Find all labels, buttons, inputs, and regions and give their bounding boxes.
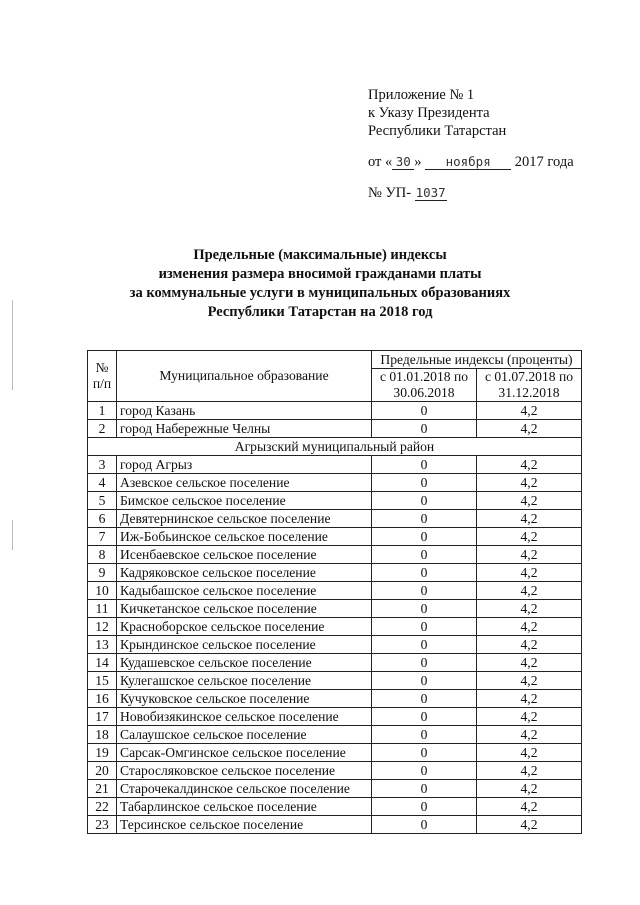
- group-row: [88, 438, 582, 456]
- table-row: [88, 618, 582, 636]
- row-municipality: Кулегашское сельское поселение: [117, 672, 372, 690]
- table-row: [88, 600, 582, 618]
- row-number: 17: [88, 708, 117, 726]
- group-title: Агрызский муниципальный район: [88, 438, 582, 456]
- row-index-period-1: 0: [372, 546, 477, 564]
- row-municipality: Терсинское сельское поселение: [117, 816, 372, 834]
- row-number: 1: [88, 402, 117, 420]
- header-period-1: с 01.01.2018 по 30.06.2018: [372, 369, 477, 402]
- row-index-period-1: 0: [372, 528, 477, 546]
- date-month: ноября: [425, 154, 511, 170]
- row-index-period-1: 0: [372, 618, 477, 636]
- row-index-period-1: 0: [372, 582, 477, 600]
- row-index-period-1: 0: [372, 420, 477, 438]
- table-row: [88, 546, 582, 564]
- row-index-period-2: 4,2: [477, 564, 582, 582]
- row-municipality: Кичкетанское сельское поселение: [117, 600, 372, 618]
- decree-number: [368, 184, 574, 202]
- row-index-period-2: 4,2: [477, 474, 582, 492]
- row-number: 13: [88, 636, 117, 654]
- row-index-period-2: 4,2: [477, 402, 582, 420]
- table-row: [88, 528, 582, 546]
- row-index-period-2: 4,2: [477, 654, 582, 672]
- row-number: 16: [88, 690, 117, 708]
- row-index-period-1: 0: [372, 780, 477, 798]
- row-municipality: Исенбаевское сельское поселение: [117, 546, 372, 564]
- row-index-period-1: 0: [372, 672, 477, 690]
- appendix-number: Приложение № 1: [368, 87, 475, 103]
- row-number: 12: [88, 618, 117, 636]
- row-municipality: Старочекалдинское сельское поселение: [117, 780, 372, 798]
- row-index-period-1: 0: [372, 600, 477, 618]
- row-number: 4: [88, 474, 117, 492]
- row-municipality: Кудашевское сельское поселение: [117, 654, 372, 672]
- row-index-period-2: 4,2: [477, 726, 582, 744]
- row-index-period-1: 0: [372, 456, 477, 474]
- table-row: [88, 708, 582, 726]
- table-row: [88, 582, 582, 600]
- row-number: 14: [88, 654, 117, 672]
- title-line: изменения размера вносимой гражданами платы: [158, 266, 482, 282]
- row-index-period-1: 0: [372, 798, 477, 816]
- header-municipality: Муниципальное образование: [117, 351, 372, 402]
- row-municipality: Новобизякинское сельское поселение: [117, 708, 372, 726]
- table-row: [88, 456, 582, 474]
- table-body-top: [88, 402, 582, 438]
- row-number: 11: [88, 600, 117, 618]
- row-number: 3: [88, 456, 117, 474]
- row-municipality: город Набережные Челны: [117, 420, 372, 438]
- row-index-period-2: 4,2: [477, 510, 582, 528]
- title-line: Республики Татарстан на 2018 год: [207, 304, 433, 320]
- row-number: 5: [88, 492, 117, 510]
- header-period-2: с 01.07.2018 по 31.12.2018: [477, 369, 582, 402]
- row-index-period-1: 0: [372, 708, 477, 726]
- table-row: [88, 474, 582, 492]
- date-prefix: от «: [368, 154, 393, 170]
- decree-reference: к Указу Президента: [368, 105, 490, 121]
- date-suffix: 2017 года: [514, 154, 574, 170]
- row-municipality: Кадряковское сельское поселение: [117, 564, 372, 582]
- number-prefix: № УП-: [368, 185, 412, 201]
- row-index-period-1: 0: [372, 492, 477, 510]
- document-title: [0, 246, 640, 322]
- row-index-period-1: 0: [372, 510, 477, 528]
- row-index-period-1: 0: [372, 762, 477, 780]
- row-index-period-2: 4,2: [477, 762, 582, 780]
- table-row: [88, 654, 582, 672]
- row-index-period-1: 0: [372, 744, 477, 762]
- row-index-period-2: 4,2: [477, 528, 582, 546]
- table-row: [88, 636, 582, 654]
- row-index-period-1: 0: [372, 564, 477, 582]
- row-index-period-2: 4,2: [477, 420, 582, 438]
- row-municipality: город Казань: [117, 402, 372, 420]
- row-number: 21: [88, 780, 117, 798]
- row-municipality: Девятернинское сельское поселение: [117, 510, 372, 528]
- table-row: [88, 510, 582, 528]
- row-municipality: Кадыбашское сельское поселение: [117, 582, 372, 600]
- row-index-period-2: 4,2: [477, 546, 582, 564]
- date-day: 30: [392, 154, 414, 170]
- table-row: [88, 744, 582, 762]
- row-index-period-2: 4,2: [477, 618, 582, 636]
- row-index-period-1: 0: [372, 474, 477, 492]
- row-index-period-2: 4,2: [477, 492, 582, 510]
- table-row: [88, 564, 582, 582]
- table-row: [88, 492, 582, 510]
- row-number: 20: [88, 762, 117, 780]
- header-num: № п/п: [88, 351, 117, 402]
- row-index-period-2: 4,2: [477, 456, 582, 474]
- header-indices-group: Предельные индексы (проценты): [372, 351, 582, 369]
- number-value: 1037: [415, 185, 446, 200]
- appendix-header: [368, 86, 574, 202]
- date-mid: »: [414, 154, 422, 170]
- table-row: [88, 762, 582, 780]
- table-row: [88, 690, 582, 708]
- row-index-period-2: 4,2: [477, 816, 582, 834]
- row-number: 2: [88, 420, 117, 438]
- row-municipality: Азевское сельское поселение: [117, 474, 372, 492]
- scan-margin-mark: [12, 520, 13, 550]
- table-row: [88, 402, 582, 420]
- row-municipality: Крындинское сельское поселение: [117, 636, 372, 654]
- row-municipality: город Агрыз: [117, 456, 372, 474]
- row-index-period-1: 0: [372, 690, 477, 708]
- row-number: 9: [88, 564, 117, 582]
- row-index-period-2: 4,2: [477, 798, 582, 816]
- decree-date: [368, 153, 574, 171]
- row-number: 15: [88, 672, 117, 690]
- row-number: 18: [88, 726, 117, 744]
- row-number: 19: [88, 744, 117, 762]
- row-municipality: Бимское сельское поселение: [117, 492, 372, 510]
- row-municipality: Красноборское сельское поселение: [117, 618, 372, 636]
- indices-table: [87, 350, 582, 834]
- row-municipality: Салаушское сельское поселение: [117, 726, 372, 744]
- table-row: [88, 420, 582, 438]
- row-number: 10: [88, 582, 117, 600]
- row-number: 8: [88, 546, 117, 564]
- row-municipality: Иж-Бобьинское сельское поселение: [117, 528, 372, 546]
- table-row: [88, 780, 582, 798]
- row-municipality: Сарсак-Омгинское сельское поселение: [117, 744, 372, 762]
- row-index-period-2: 4,2: [477, 690, 582, 708]
- row-index-period-1: 0: [372, 816, 477, 834]
- row-number: 6: [88, 510, 117, 528]
- row-index-period-1: 0: [372, 402, 477, 420]
- row-index-period-2: 4,2: [477, 708, 582, 726]
- row-index-period-2: 4,2: [477, 636, 582, 654]
- table-row: [88, 798, 582, 816]
- group-section: [88, 438, 582, 456]
- row-index-period-2: 4,2: [477, 600, 582, 618]
- row-index-period-1: 0: [372, 726, 477, 744]
- republic-name: Республики Татарстан: [368, 123, 507, 139]
- table-row: [88, 816, 582, 834]
- row-number: 22: [88, 798, 117, 816]
- row-index-period-2: 4,2: [477, 672, 582, 690]
- table-row: [88, 726, 582, 744]
- row-municipality: Старосляковское сельское поселение: [117, 762, 372, 780]
- row-number: 23: [88, 816, 117, 834]
- row-number: 7: [88, 528, 117, 546]
- table-body-group: [88, 456, 582, 834]
- row-municipality: Кучуковское сельское поселение: [117, 690, 372, 708]
- row-index-period-2: 4,2: [477, 582, 582, 600]
- row-index-period-2: 4,2: [477, 744, 582, 762]
- row-index-period-1: 0: [372, 636, 477, 654]
- row-index-period-2: 4,2: [477, 780, 582, 798]
- table-row: [88, 672, 582, 690]
- title-line: Предельные (максимальные) индексы: [193, 247, 447, 263]
- title-line: за коммунальные услуги в муниципальных образованиях: [129, 285, 511, 301]
- row-index-period-1: 0: [372, 654, 477, 672]
- row-municipality: Табарлинское сельское поселение: [117, 798, 372, 816]
